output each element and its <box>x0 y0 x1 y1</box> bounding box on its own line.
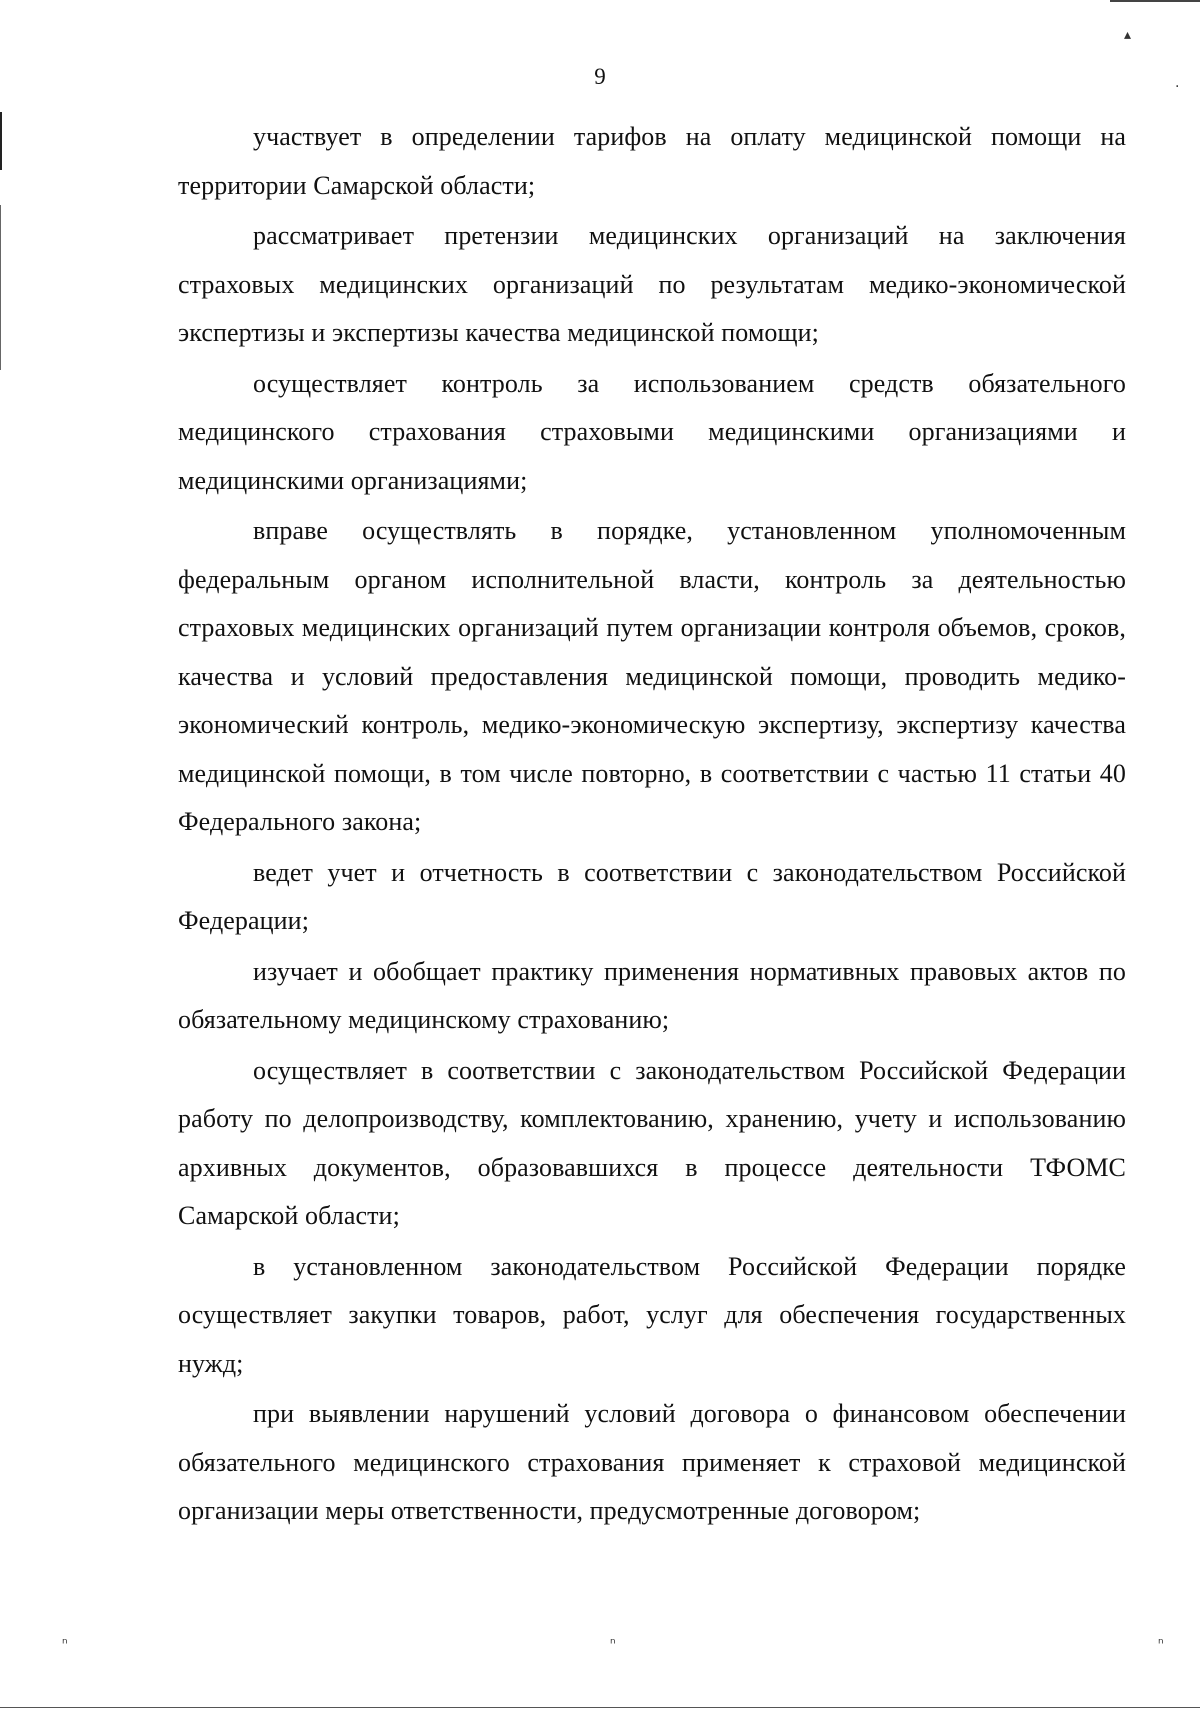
paragraph: в установленном законодательством Российской Федерации порядке осуществляет закупки товаров, работ, услуг для обеспечения государственных нужд; <box>178 1251 1126 1378</box>
scan-speck: · <box>1175 79 1180 95</box>
scan-edge-line-left <box>0 112 2 170</box>
scan-mark-bottom-center: ⁿ <box>610 1636 616 1652</box>
page-number: 9 <box>594 64 606 89</box>
paragraph: рассматривает претензии медицинских организаций на заключения страховых медицинских организаций по результатам медико-экономической экспертизы и экспертизы качества медицинской помощи; <box>178 221 1126 347</box>
scan-speck: ▴ <box>1124 27 1132 43</box>
scan-edge-line-left <box>0 205 1 370</box>
paragraph: осуществляет контроль за использованием средств обязательного медицинского страхования страховыми медицинскими организациями и медицинскими организациями; <box>178 368 1126 495</box>
paragraph: участвует в определении тарифов на оплату медицинской помощи на территории Самарской области; <box>178 122 1126 200</box>
scan-edge-line-top-right <box>1110 0 1200 2</box>
scan-edge-line-bottom <box>0 1707 1200 1708</box>
paragraph: изучает и обобщает практику применения нормативных правовых актов по обязательному медицинскому страхованию; <box>178 956 1126 1034</box>
paragraph: ведет учет и отчетность в соответствии с законодательством Российской Федерации; <box>178 857 1126 935</box>
scan-mark-bottom-right: ⁿ <box>1158 1636 1164 1652</box>
paragraph: осуществляет в соответствии с законодательством Российской Федерации работу по делопроизводству, комплектованию, хранению, учету и использованию архивных документов, образовавшихся в процессе деятельности ТФОМС Самарской области; <box>178 1055 1126 1230</box>
paragraph: при выявлении нарушений условий договора о финансовом обеспечении обязательного медицинского страхования применяет к страховой медицинской организации меры ответственности, предусмотренные договором; <box>178 1399 1126 1525</box>
scan-mark-bottom-left: ⁿ <box>62 1636 68 1652</box>
paragraph: вправе осуществлять в порядке, установленном уполномоченным федеральным органом исполнительной власти, контроль за деятельностью страховых медицинских организаций путем организации контроля объемов, сроков, качества и условий предоставления медицинской помощи, проводить медико-экономический контроль, медико-экономическую экспертизу, экспертизу качества медицинской помощи, в том числе повторно, в соответствии с частью 11 статьи 40 Федерального закона; <box>178 516 1126 836</box>
document-body <box>178 113 1126 1536</box>
